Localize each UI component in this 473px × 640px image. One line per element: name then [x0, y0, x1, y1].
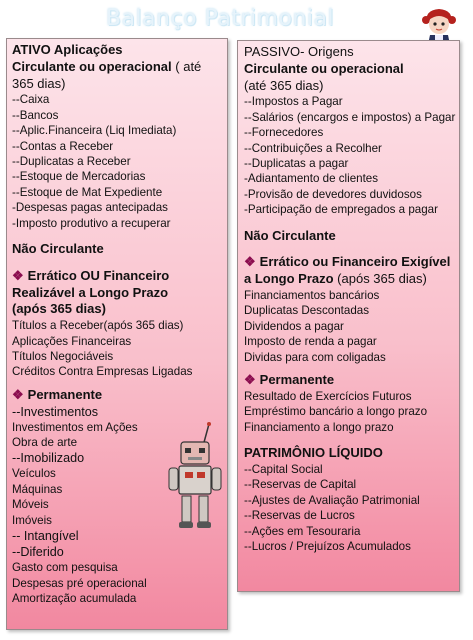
patrimonio-liquido-heading: PATRIMÔNIO LÍQUIDO [244, 445, 383, 461]
list-item: Financiamentos bancários [244, 289, 380, 303]
robot-illustration [165, 420, 223, 530]
list-item: Imposto de renda a pagar [244, 335, 377, 349]
ativo-erratico-heading: ❖ Errático OU Financeiro [12, 267, 170, 283]
passivo-erratico-heading: ❖ Errático ou Financeiro Exigível [244, 254, 451, 270]
list-item: Resultado de Exercícios Futuros [244, 389, 412, 403]
list-item: Títulos a Receber(após 365 dias) [12, 319, 184, 333]
list-item: --Lucros / Prejuízos Acumulados [244, 539, 411, 553]
diamond-bullet-icon: ❖ [244, 372, 256, 388]
diamond-bullet-icon: ❖ [12, 267, 24, 283]
diamond-bullet-icon: ❖ [244, 254, 256, 270]
passivo-box [237, 40, 460, 592]
list-item: --Fornecedores [244, 126, 324, 140]
list-item: --Estoque de Mat Expediente [12, 185, 163, 199]
ativo-heading: ATIVO Aplicações [12, 42, 123, 57]
list-item: Aplicações Financeiras [12, 334, 132, 348]
list-item: Dividendos a pagar [244, 319, 344, 333]
passivo-circulante-heading: Circulante ou operacional [244, 60, 404, 76]
list-item: --Duplicatas a Receber [12, 155, 131, 169]
list-item: --Reservas de Lucros [244, 509, 355, 523]
list-item: Títulos Negociáveis [12, 350, 114, 364]
passivo-permanente-heading: ❖ Permanente [244, 372, 335, 388]
ativo-imobilizado-heading: --Imobilizado [12, 451, 85, 466]
list-item: -Participação de empregados a pagar [244, 203, 438, 217]
list-item: --Reservas de Capital [244, 478, 357, 492]
list-item: Créditos Contra Empresas Ligadas [12, 365, 193, 379]
ativo-circulante-heading: Circulante ou operacional ( até [12, 58, 202, 74]
list-item: --Impostos a Pagar [244, 95, 343, 109]
list-item: --Contribuições a Recolher [244, 141, 382, 155]
list-item: Móveis [12, 498, 49, 512]
passivo-circulante-period: (até 365 dias) [244, 77, 324, 93]
list-item: -Despesas pagas antecipadas [12, 201, 168, 215]
ativo-box [6, 38, 228, 630]
list-item: Amortização acumulada [12, 591, 137, 605]
list-item: Máquinas [12, 482, 63, 496]
ativo-intangivel-heading: -- Intangível [12, 529, 79, 544]
list-item: Dividas para com coligadas [244, 350, 386, 364]
ativo-realizavel-heading: Realizável a Longo Prazo [12, 284, 169, 300]
ativo-permanente-heading: ❖ Permanente [12, 386, 103, 402]
list-item: Despesas pré operacional [12, 576, 147, 590]
list-item: Financiamento a longo prazo [244, 420, 394, 434]
ativo-investimentos-heading: --Investimentos [12, 404, 99, 419]
list-item: Imóveis [12, 513, 52, 527]
list-item: --Aplic.Financeira (Liq Imediata) [12, 124, 177, 138]
ativo-diferido-heading: --Diferido [12, 545, 64, 560]
list-item: --Bancos [12, 108, 59, 122]
passivo-exigivel-heading: a Longo Prazo (após 365 dias) [244, 271, 427, 287]
list-item: --Estoque de Mercadorias [12, 170, 146, 184]
list-item: Obra de arte [12, 436, 78, 450]
ativo-realizavel-period: (após 365 dias) [12, 301, 106, 317]
list-item: -Imposto produtivo a recuperar [12, 216, 171, 230]
list-item: Veículos [12, 467, 56, 481]
passivo-nao-circulante-heading: Não Circulante [244, 227, 336, 243]
list-item: Empréstimo bancário a longo prazo [244, 405, 428, 419]
page-title: Balanço Patrimonial [105, 6, 335, 31]
passivo-heading: PASSIVO- Origens [244, 44, 354, 59]
ativo-nao-circulante-heading: Não Circulante [12, 241, 104, 257]
list-item: --Salários (encargos e impostos) a Pagar [244, 110, 456, 124]
diamond-bullet-icon: ❖ [12, 386, 24, 402]
list-item: Duplicatas Descontadas [244, 304, 370, 318]
list-item: --Duplicatas a pagar [244, 157, 349, 171]
list-item: Gasto com pesquisa [12, 561, 118, 575]
passivo-circulante-list [244, 94, 454, 217]
list-item: -Adiantamento de clientes [244, 172, 379, 186]
list-item: Investimentos em Ações [12, 420, 138, 434]
list-item: -Provisão de devedores duvidosos [244, 187, 422, 201]
list-item: --Ajustes de Avaliação Patrimonial [244, 493, 420, 507]
list-item: --Contas a Receber [12, 139, 114, 153]
list-item: --Caixa [12, 93, 50, 107]
ativo-circulante-period: 365 dias) [12, 75, 66, 91]
ativo-circulante-list [12, 92, 222, 231]
list-item: --Capital Social [244, 462, 323, 476]
list-item: --Ações em Tesouraria [244, 524, 361, 538]
